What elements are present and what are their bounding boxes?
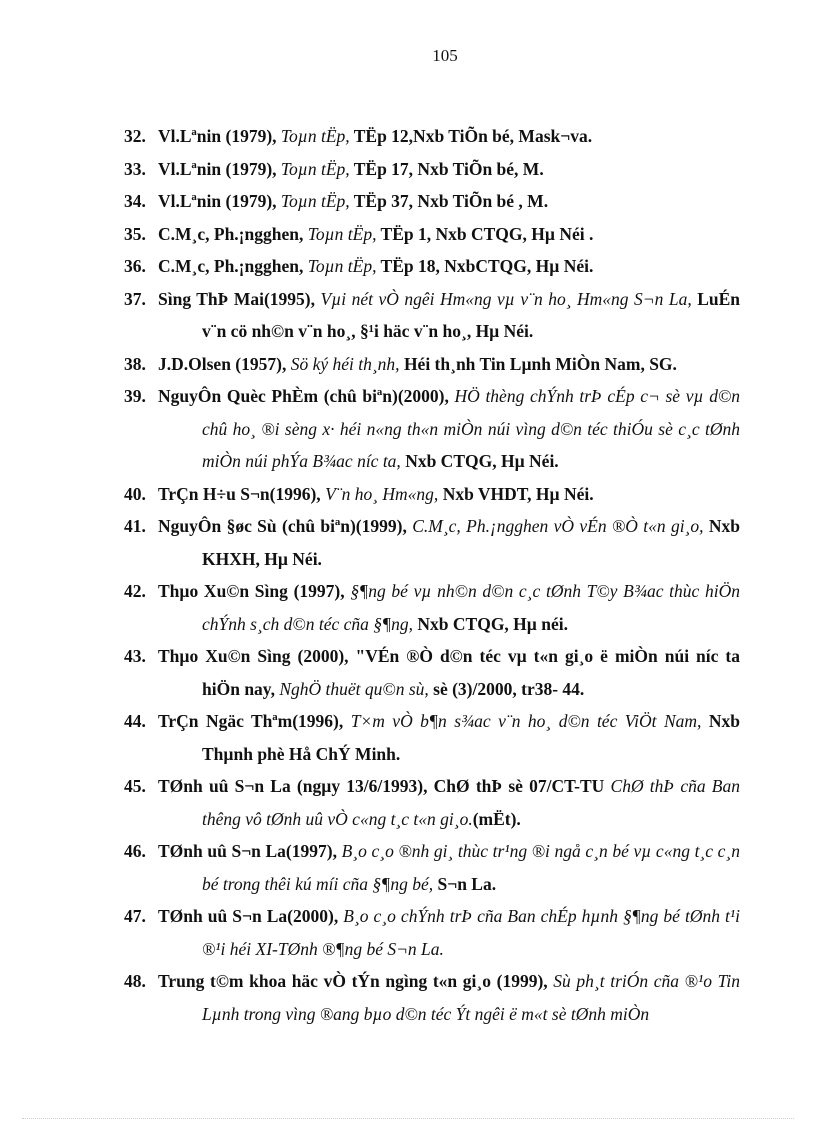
reference-text: (mËt). [472, 808, 521, 829]
reference-title: HÖ thèng chÝnh trÞ cÉp c¬ sè vµ d©n chû ho¸ ®i sèng x· héi n«ng th«n miÒn núi vìng d©n téc thiÓu sè c¸c tØnh miÒn núi phÝa B¾ac níc ta, [202, 386, 740, 471]
reference-item [124, 283, 740, 348]
reference-title: T×m vÒ b¶n s¾ac v¨n ho¸ d©n téc ViÖt Nam, [350, 711, 702, 731]
reference-number: 44. [124, 711, 146, 731]
reference-item [124, 380, 740, 478]
reference-number: 40. [124, 483, 146, 504]
reference-text: NguyÔn Quèc PhÈm (chû biªn)(2000), [158, 386, 455, 406]
reference-text: Trung t©m khoa häc vÒ tÝn ngìng t«n gi¸o (1999), [158, 971, 554, 991]
reference-title: B¸o c¸o ®nh gi¸ thùc tr¹ng ®i ngå c¸n bé vµ c«ng t¸c c¸n bé trong thêi kú míi cña §¶ng bé, [202, 841, 740, 894]
reference-text: C.M¸c, Ph.¡ngghen, [158, 223, 308, 244]
reference-item [124, 120, 740, 153]
reference-number: 32. [124, 126, 146, 146]
reference-text: Vl.Lªnin (1979), [158, 191, 281, 211]
reference-title: Sö ký héi th¸nh, [290, 353, 400, 374]
reference-item [124, 478, 740, 511]
reference-item [124, 770, 740, 835]
reference-text: C.M¸c, Ph.¡ngghen, [158, 256, 308, 276]
reference-item [124, 250, 740, 283]
reference-number: 47. [124, 906, 146, 926]
reference-text: TËp 17, Nxb TiÕn bé, M. [349, 158, 544, 179]
reference-text: J.D.Olsen (1957), [158, 353, 291, 374]
reference-text: S¬n La. [433, 873, 497, 894]
reference-text: sè (3)/2000, tr38- 44. [428, 678, 585, 699]
reference-text: Vl.Lªnin (1979), [158, 158, 281, 179]
reference-item [124, 900, 740, 965]
reference-item [124, 835, 740, 900]
reference-title: Toµn tËp, [307, 223, 377, 244]
reference-item [124, 640, 740, 705]
reference-number: 42. [124, 581, 146, 601]
page-bottom-divider [22, 1118, 794, 1119]
reference-item [124, 185, 740, 218]
reference-text: TËp 18, NxbCTQG, Hµ Néi. [376, 256, 594, 276]
reference-text: NguyÔn §øc Sù (chû biªn)(1999), [158, 516, 413, 536]
reference-title: §¶ng bé vµ nh©n d©n c¸c tØnh T©y B¾ac thùc hiÖn chÝnh s¸ch d©n téc cña §¶ng, [202, 581, 740, 634]
reference-number: 39. [124, 386, 146, 406]
reference-text: TØnh uû S¬n La(2000), [158, 906, 344, 926]
reference-title: B¸o c¸o chÝnh trÞ cña Ban chÉp hµnh §¶ng bé tØnh t¹i ®¹i héi XI-TØnh ®¶ng bé S¬n La. [202, 906, 740, 959]
reference-number: 38. [124, 353, 146, 374]
reference-text: Héi th¸nh Tin Lµnh MiÒn Nam, SG. [399, 353, 677, 374]
reference-number: 36. [124, 256, 146, 276]
reference-text: Nxb KHXH, Hµ Néi. [202, 516, 740, 569]
reference-text: Nxb VHDT, Hµ Néi. [438, 483, 594, 504]
reference-item [124, 510, 740, 575]
reference-text: TØnh uû S¬n La (ngµy 13/6/1993), ChØ thÞ sè 07/CT-TU [158, 776, 611, 796]
reference-item [124, 153, 740, 186]
reference-number: 43. [124, 646, 146, 666]
reference-title: Sù ph¸t triÓn cña ®¹o Tin Lµnh trong vìng ®ang bµo d©n téc Ýt ngêi ë m«t sè tØnh miÒn [202, 971, 740, 1024]
reference-title: ChØ thÞ cña Ban thêng vô tØnh uû vÒ c«ng t¸c t«n gi¸o. [202, 776, 740, 829]
reference-number: 37. [124, 288, 146, 309]
reference-number: 33. [124, 158, 146, 179]
reference-title: Toµn tËp, [280, 126, 350, 146]
reference-number: 46. [124, 841, 146, 861]
reference-item [124, 705, 740, 770]
reference-text: Nxb Thµnh phè Hå ChÝ Minh. [202, 711, 740, 764]
reference-text: TËp 1, Nxb CTQG, Hµ Néi . [376, 223, 594, 244]
reference-number: 34. [124, 191, 146, 211]
reference-list [124, 120, 740, 1030]
reference-title: NghÖ thuët qu©n sù, [279, 678, 429, 699]
reference-item [124, 965, 740, 1030]
reference-title: V¨n ho¸ Hm«ng, [325, 483, 439, 504]
reference-item [124, 348, 740, 381]
page-number: 105 [432, 46, 458, 65]
reference-text: TrÇn Ngäc Thªm(1996), [158, 711, 351, 731]
reference-text: TØnh uû S¬n La(1997), [158, 841, 342, 861]
reference-text: LuÉn v¨n cö nh©n v¨n ho¸, §¹i häc v¨n ho¸, Hµ Néi. [202, 288, 741, 341]
reference-item [124, 575, 740, 640]
reference-number: 45. [124, 776, 146, 796]
reference-text: TËp 12,Nxb TiÕn bé, Mask¬va. [349, 126, 593, 146]
reference-text: Vl.Lªnin (1979), [158, 126, 281, 146]
reference-text: Thµo Xu©n Sìng (2000), "VÉn ®Ò d©n téc vµ t«n gi¸o ë miÒn núi níc ta hiÖn nay, [158, 646, 740, 699]
reference-text: Nxb CTQG, Hµ néi. [413, 613, 568, 634]
reference-text: Thµo Xu©n Sìng (1997), [158, 581, 351, 601]
reference-number: 35. [124, 223, 146, 244]
reference-title: Toµn tËp, [307, 256, 377, 276]
reference-text: Nxb CTQG, Hµ Néi. [400, 451, 559, 471]
reference-number: 41. [124, 516, 146, 536]
reference-text: TrÇn H÷u S¬n(1996), [158, 483, 326, 504]
reference-number: 48. [124, 971, 146, 991]
reference-title: Toµn tËp, [280, 191, 350, 211]
reference-text: Sìng ThÞ Mai(1995), [158, 288, 321, 309]
reference-text: TËp 37, Nxb TiÕn bé , M. [349, 191, 549, 211]
reference-item [124, 218, 740, 251]
reference-title: Toµn tËp, [280, 158, 350, 179]
reference-title: Vµi nét vÒ ngêi Hm«ng vµ v¨n ho¸ Hm«ng S¬n La, [320, 288, 692, 309]
reference-title: C.M¸c, Ph.¡ngghen vÒ vÉn ®Ò t«n gi¸o, [412, 516, 704, 536]
